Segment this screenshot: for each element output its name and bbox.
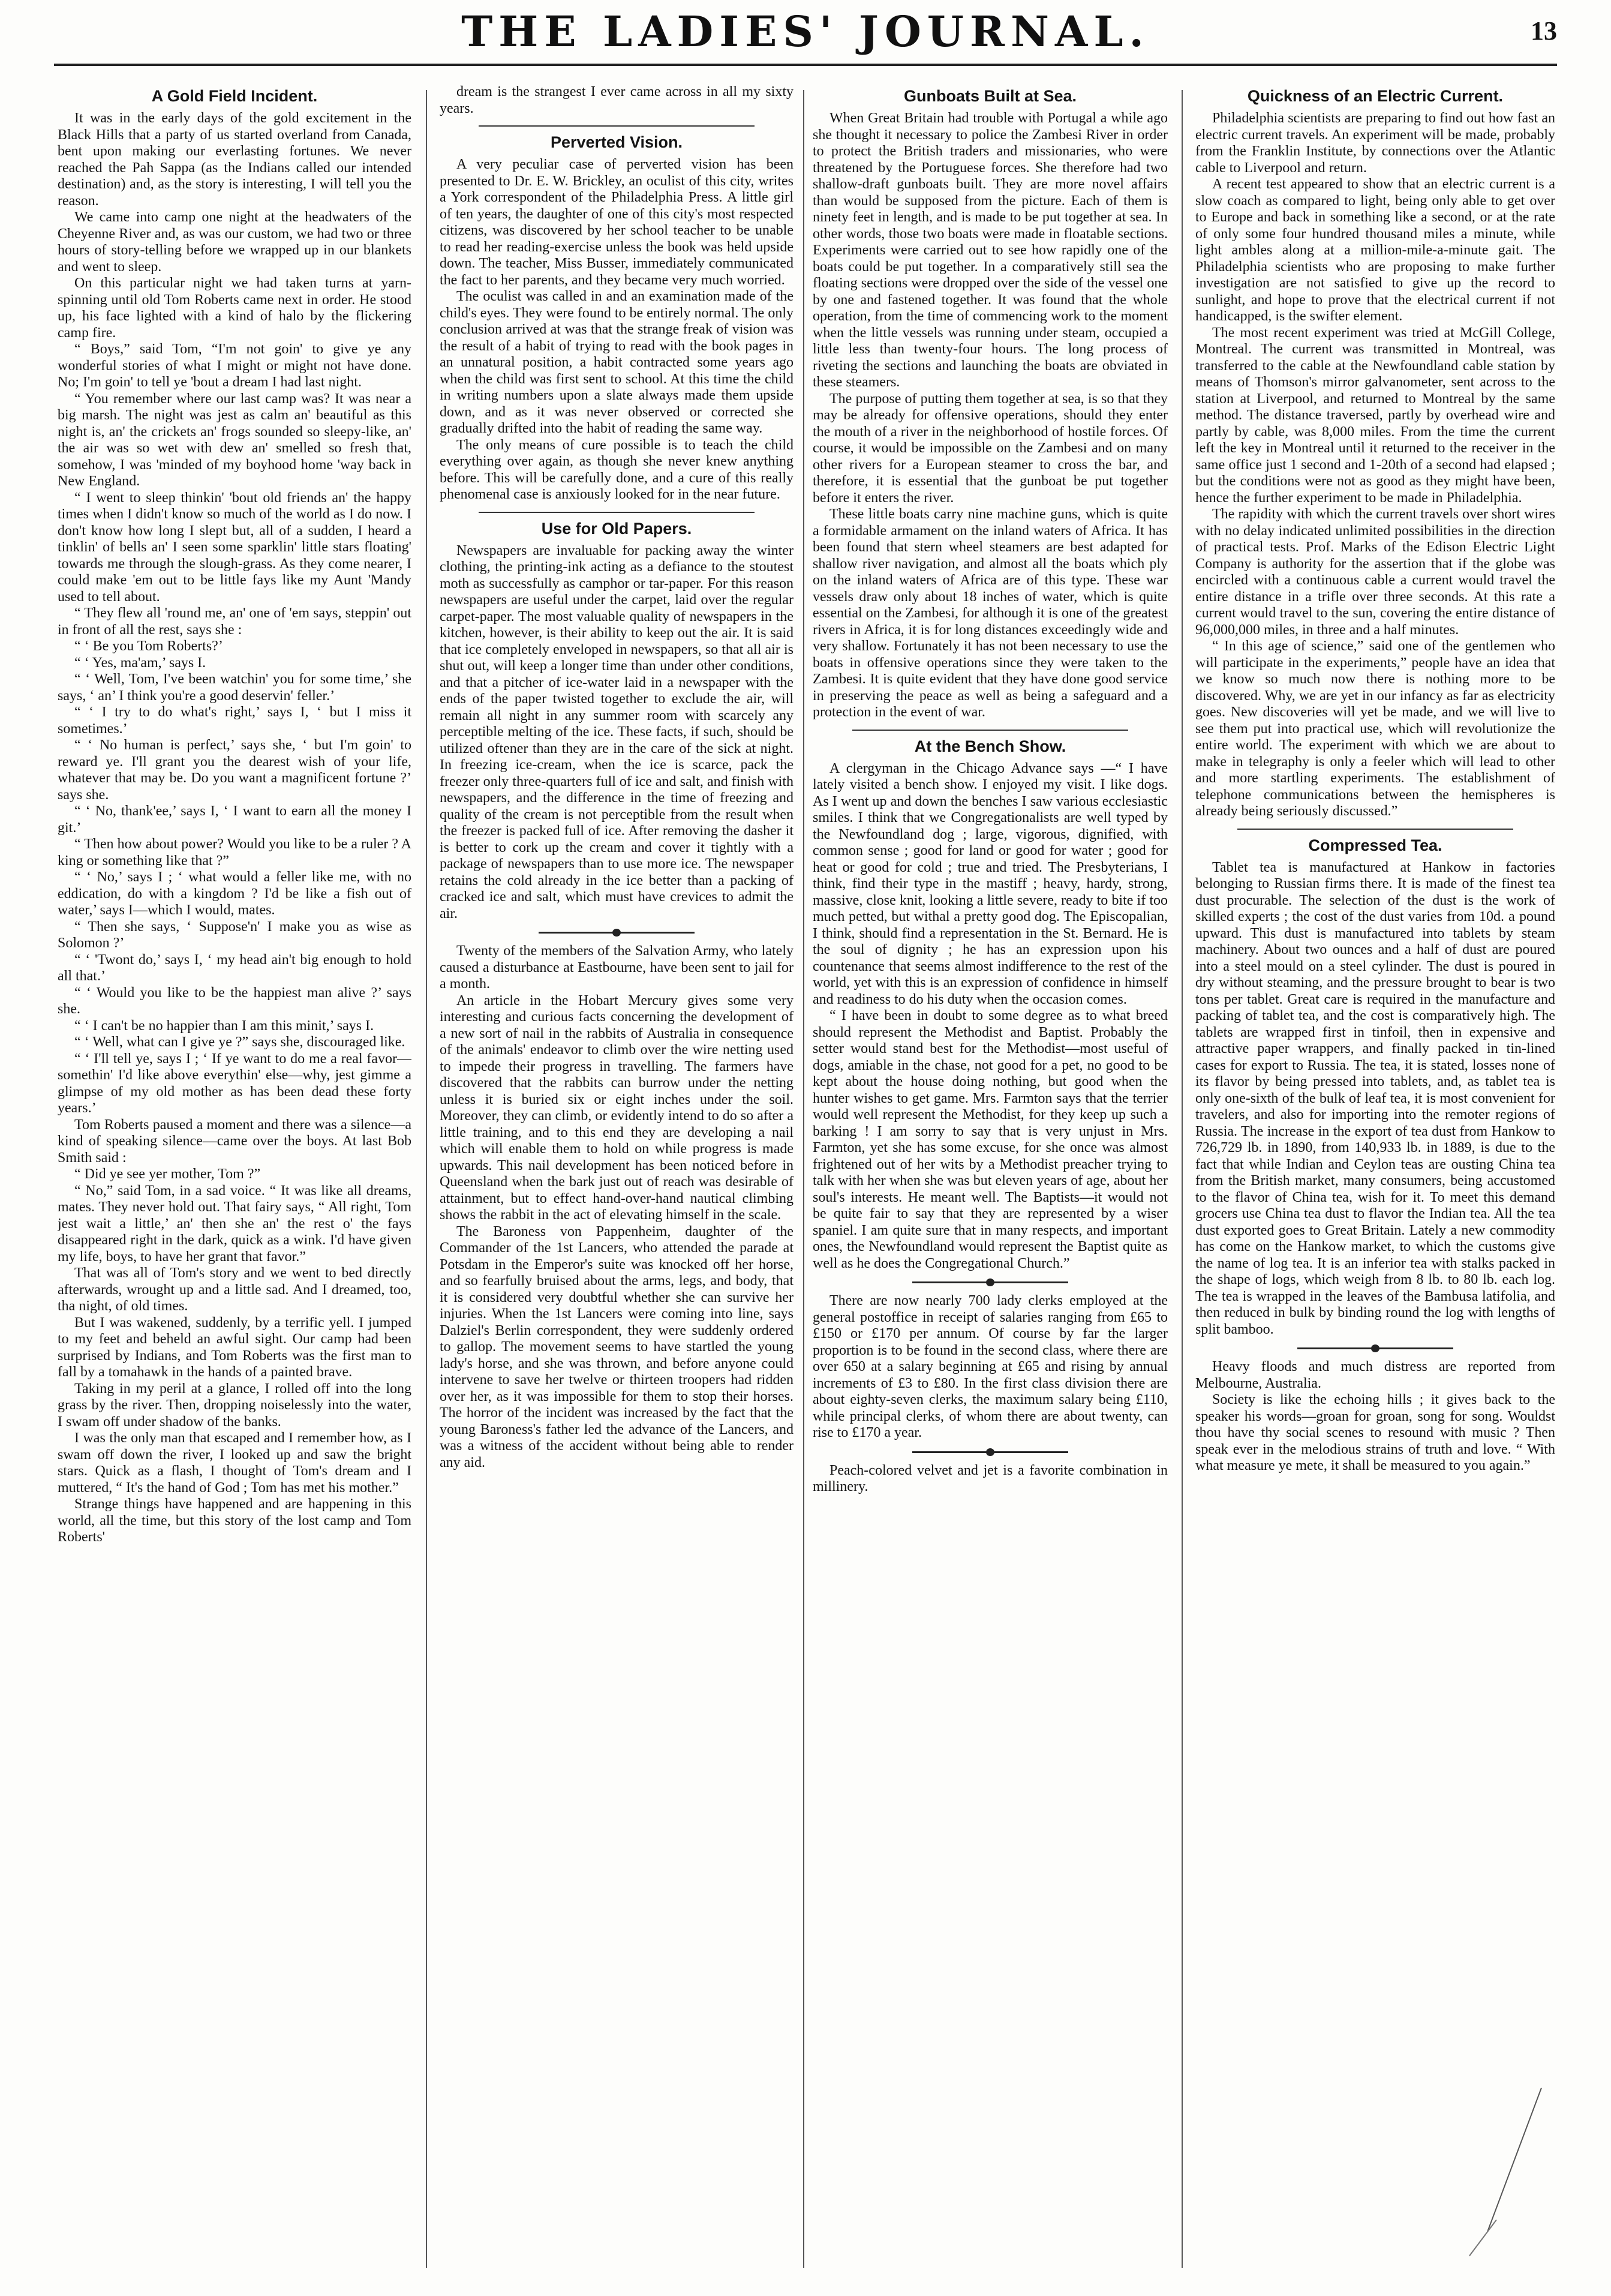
article [1195,85,1555,820]
article [440,518,794,923]
column-divider [426,90,427,2268]
article-paragraph: “ ‘ No, thank'ee,’ says I, ‘ I want to earn all the money I git.’ [58,803,411,836]
article-paragraph: The rapidity with which the current travels over short wires with no delay indicated unlimited possibilities in the direction of practical tests. Prof. Marks of the Edison Electric Light Company is authority for the assertion that if the globe was encircled with a continuous cable a current would travel the entire distance in a trifle over three seconds. At this rate a current would travel to the sun, covering the entire distance of 96,000,000 miles, in three and a half minutes. [1195,506,1555,638]
article-paragraph: Society is like the echoing hills ; it gives back to the speaker his words—groan for groan, song for song. Wouldst thou have thy social scenes to resound with music ? Then speak ever in the melodious strains of truth and love. “ With what measure ye mete, it shall be measured to you again.” [1195,1392,1555,1473]
page-number: 13 [1531,16,1557,46]
article [1195,835,1555,1338]
article-paragraph: “ ‘ Well, Tom, I've been watchin' you for some time,’ she says, ‘ an’ I think you're a good deservin' feller.’ [58,671,411,704]
article-headline: A Gold Field Incident. [151,87,318,105]
article-separator [1297,1347,1453,1349]
article-paragraph: “ Did ye see yer mother, Tom ?” [74,1166,261,1182]
article-paragraph: An article in the Hobart Mercury gives some very interesting and curious facts concerning the development of a new sort of nail in the rabbits of Australia in consequence of the animals' endeavor to climb over the wire netting used to impede their progress in travelling. The farmers have discovered that the rabbits can burrow under the netting unless it is buried six or eight inches under the soil. Moreover, they can climb, or evidently intend to do so after a little training, and to this end they are developing a nail which will enable them to hold on while progress is made upwards. This nail development has been noticed before in Queensland when the bark just out of reach was desirable of attainment, but to effect hand-over-hand nautical climbing shows the rabbit in the act of elevating himself in the scale. [440,992,794,1223]
article-separator [852,730,1128,731]
article [440,131,794,503]
column-3 [813,84,1168,2274]
article-paragraph: The Baroness von Pappenheim, daughter of the Commander of the 1st Lancers, who attended the parade at Potsdam in the Emperor's suite was knocked off her horse, and so fearfully bruised about the arms, legs, and body, that it is considered very doubtful whether she can survive her injuries. When the 1st Lancers were coming into line, says Dalziel's Berlin correspondent, they were suddenly ordered to gallop. The movement seems to have startled the young lady's horse, and she was thrown, and before anyone could intervene to save her twelve or thirteen troopers had ridden over her, as it was impossible for them to stop their horses. The horror of the incident was increased by the fact that the young Baroness's father led the advance of the Lancers, and was a witness of the accident without being able to render any aid. [440,1223,794,1470]
article-paragraph: A clergyman in the Chicago Advance says —“ I have lately visited a bench show. I enjoyed my visit. I like dogs. As I went up and down the benches I saw various ecclesiastic smiles. I think that we Congregationalists are well typed by the Newfoundland dog ; large, vigorous, dignified, with common sense ; good for land or good for water ; good for heat or good for cold ; true and tried. The Presbyterians, I think, find their type in the mastiff ; heavy, hardy, strong, massive, close knit, looking a little severe, ready to bite if too much petted, but withal a pretty good dog. The Episcopalian, I think, should find a representation in the St. Bernard. He is the soul of dignity ; he has an expression upon his countenance that seems almost indifference to the rest of the world, yet with this is an expression of confidence in himself and readiness to do his duty when the occasion comes. [813,760,1168,1007]
article-paragraph: These little boats carry nine machine guns, which is quite a formidable armament on the inland waters of Africa. It has been found that stern wheel steamers are best adapted for shallow river navigation, and almost all the boats which ply on the inland waters of Africa are of this type. These war vessels draw only about 18 inches of water, which is quite essential on the Zambesi, for although it is one of the greatest rivers in Africa, it is for long distances exceedingly wide and very shallow. Fortunately it has not been necessary to use the boats in offensive operations since they were taken to the Zambesi. It is quite evident that they have done good service in preserving the peace as well as being a safeguard and a protection in the event of war. [813,506,1168,720]
article-paragraph: I was the only man that escaped and I remember how, as I swam off down the river, I looked up and saw the bright stars. Quick as a flash, I thought of Tom's dream and I muttered, “ It's the hand of God ; Tom has met his mother.” [58,1430,411,1496]
article-separator [479,512,755,513]
article-paragraph: Tom Roberts paused a moment and there was a silence—a kind of speaking silence—came over the boys. At last Bob Smith said : [58,1117,411,1166]
article-headline: At the Bench Show. [914,737,1066,755]
article-paragraph: Newspapers are invaluable for packing away the winter clothing, the printing-ink acting as a defiance to the stoutest moth as successfully as camphor or tar-paper. For this reason newspapers are useful under the carpet, laid over the regular carpet-paper. The most valuable quality of newspapers in the kitchen, however, is their ability to keep out the air. It is said that ice completely enveloped in newspapers, so that all air is shut out, will keep a longer time than under other conditions, and that a pitcher of ice-water laid in a newspaper with the ends of the paper twisted together to exclude the air, will remain all night in any summer room with scarcely any perceptible melting of the ice. These facts, if such, should be utilized oftener than they are in the care of the sick at night. In freezing ice-cream, when the ice is scarce, pack the freezer only three-quarters full of ice and salt, and finish with newspapers, and the difference in the time of freezing and quality of the cream is not perceptible from the result when the freezer is packed full of ice. After removing the dasher it is better to cork up the cream and cover it tightly with a package of newspapers than to use more ice. The newspaper retains the cold already in the ice better than a packing of cracked ice and salt, which must have crevices to admit the air. [440,542,794,922]
article [1195,1359,1555,1475]
article-paragraph: “ ‘ I can't be no happier than I am this minit,’ says I. [74,1018,374,1034]
article [813,85,1168,721]
article [813,1293,1168,1442]
article-paragraph: On this particular night we had taken turns at yarn-spinning until old Tom Roberts came next in order. He stood up, his face lighted with a kind of halo by the flickering camp fire. [58,275,411,341]
article-headline: Perverted Vision. [550,133,683,151]
article-separator [539,932,695,934]
article-paragraph: Peach-colored velvet and jet is a favorite combination in millinery. [813,1462,1168,1494]
article-separator [912,1451,1068,1453]
article [440,943,794,1471]
article [813,1463,1168,1496]
article [813,736,1168,1272]
article-paragraph: There are now nearly 700 lady clerks employed at the general postoffice in receipt of salaries ranging from £65 to £150 or £170 per annum. Of course by far the larger proportion is to be found in the second class, where there are over 650 at a salary beginning at £65 and rising by annual increments of £3 to £80. In the first class division there are about eighty-seven clerks, the maximum salary being £110, while principal clerks, of whom there are about twenty, can rise to £170 a year. [813,1293,1168,1440]
article-headline: Use for Old Papers. [541,519,692,538]
column-1 [58,84,411,2274]
article-paragraph: “ ‘ I try to do what's right,’ says I, ‘ but I miss it sometimes.’ [58,704,411,737]
article-paragraph: We came into camp one night at the headwaters of the Cheyenne River and, as was our custom, we had two or three hours of story-telling before we wrapped up in our blankets and went to sleep. [58,209,411,275]
masthead [0,6,1611,66]
article-paragraph: Philadelphia scientists are preparing to find out how fast an electric current travels. An experiment will be made, probably from the Franklin Institute, by connections over the Atlantic cable to Liverpool and return. [1195,110,1555,176]
article-headline: Gunboats Built at Sea. [903,87,1077,105]
article-paragraph: “ ‘ 'Twont do,’ says I, ‘ my head ain't big enough to hold all that.’ [58,952,411,984]
article-paragraph: “ ‘ Would you like to be the happiest man alive ?’ says she. [58,985,411,1017]
article-paragraph: “ You remember where our last camp was? It was near a big marsh. The night was jest as calm an' beautiful as this night is, an' the crickets an' frogs sounded so sleepy-like, an' the air was so wet with dew an' smelled so fresh that, somehow, I was 'minded of my boyhood home 'way back in New England. [58,391,411,489]
article-paragraph: “ ‘ No,’ says I ; ‘ what would a feller like me, with no eddication, do with a kingdom ? I'd be like a fish out of water,’ says I—which I would, mates. [58,869,411,918]
article-paragraph: The purpose of putting them together at sea, is so that they may be already for offensive operations, should they enter the mouth of a river in the neighborhood of hostile forces. Of course, it would be impossible on the Zambesi and on many other rivers for a European steamer to cross the bar, and therefore, it is essential that the gunboat be put together before it enters the river. [813,391,1168,506]
article-paragraph: Tablet tea is manufactured at Hankow in factories belonging to Russian firms there. It is made of the finest tea dust procurable. The selection of the dust is the work of skilled experts ; the cost of the dust varies from 10d. a pound upward. This dust is manufactured into tablets by steam machinery. About two ounces and a half of dust are poured into a steel mould on a steel cylinder. The dust is poured in dry without steaming, and the pressure brought to bear is two tons per tablet. Great care is required in the manufacture and packing of tablet tea, and the cost is comparatively high. The tablets are wrapped first in tinfoil, then in expensive and attractive paper wrappers, and finally packed in tin-lined cases for export to Russia. The tea, it is stated, losses none of its flavor by being pressed into tablets, and, as tablet tea is only one-sixth of the bulk of leaf tea, it is most convenient for travelers, and also for importing into the remoter regions of Russia. The increase in the export of tea dust from Hankow to 726,729 lb. in 1890, from 140,933 lb. in 1889, is due to the fact that while Indian and Ceylon teas are ousting China tea from the British market, many consumers, being accustomed to the flavor of China tea, wish for it. To meet this demand grocers use China tea dust to flavor the Indian tea. All the tea dust exported goes to Great Britain. Lately a new commodity has come on the Hankow market, to which the customs give the name of log tea. It is an inferior tea with stalks packed in the shape of logs, which weigh from 8 lb. to 80 lb. each log. The tea is wrapped in the leaves of the Bambusa latifolia, and then reduced in bulk by binding round the log with lengths of split bamboo. [1195,859,1555,1337]
article-paragraph: A very peculiar case of perverted vision has been presented to Dr. E. W. Brickley, an oculist of this city, writes a York correspondent of the Philadelphia Press. A little girl of ten years, the daughter of one of this city's most respected citizens, was discovered by her school teacher to be unable to read her reading-exercise unless the book was held upside down. The teacher, Miss Busser, immediately communicated the fact to her parents, and they became very much worried. [440,157,794,288]
pencil-mark-icon [1397,2082,1553,2262]
column-divider [803,90,804,2268]
article-paragraph: That was all of Tom's story and we went to bed directly afterwards, wrought up and a little sad. And I dreamed, too, tha night, of old times. [58,1265,411,1314]
article-paragraph: The oculist was called in and an examination made of the child's eyes. They were found to be entirely normal. The only conclusion arrived at was that the strange freak of vision was the result of a habit of trying to read with the book pages in an unnatural position, a habit contracted some years ago when the child was first sent to school. At this time the child in writing numbers upon a slate always made them upside down, and as it was never observed or corrected she gradually drifted into the habit of reading the same way. [440,289,794,436]
article-separator [479,125,755,127]
article-headline: Quickness of an Electric Current. [1247,87,1504,105]
article-paragraph: Twenty of the members of the Salvation Army, who lately caused a disturbance at Eastbourne, have been sent to jail for a month. [440,943,794,992]
article-paragraph: “ I have been in doubt to some degree as to what breed should represent the Methodist and Baptist. Probably the setter would stand best for the Methodist—most useful of dogs, amiable in the chase, not good for a pet, no good to be kept about the house doing nothing, but good when the hunter wishes to get game. Mrs. Farmton says that the terrier would well represent the Methodist, for they keep up such a barking ! I am sorry to say that is very unjust in Mrs. Farmton, yet she has some excuse, for she once was almost frightened out of her wits by a Methodist preacher trying to talk with her when she was but eleven years of age, about her soul's interests. He meant well. The Baptists—it would not be quite fair to say that they are represented by a wiser spaniel. I am quite sure that in many respects, and important ones, the Newfoundland would represent the Baptist quite as well as he does the Congregational Church.” [813,1008,1168,1271]
article [440,84,794,117]
article-paragraph: When Great Britain had trouble with Portugal a while ago she thought it necessary to police the Zambesi River in order to protect the British traders and missionaries, who were threatened by the Portuguese forces. She therefore had two shallow-draft gunboats built. They are more novel affairs than would be supposed from the picture. Each of them is ninety feet in length, and is made to be put together at sea. In other words, those two boats were made in floatable sections. Experiments were carried out to see how rapidly one of the boats could be put together. In a comparatively still sea the floating sections were dropped over the side of the vessel one by one and fastened together. It was found that the whole operation, from the time of commencing work to the moment when the little vessels was running under steam, occupied a little less than twenty-four hours. The long process of riveting the sections and launching the boats are obviated in these steamers. [813,110,1168,390]
article-separator [912,1281,1068,1283]
article-paragraph: “ ‘ Yes, ma'am,’ says I. [74,655,206,671]
article-paragraph: Taking in my peril at a glance, I rolled off into the long grass by the river. Then, dropping noiselessly into the water, I swam off under shadow of the banks. [58,1380,411,1430]
article [58,85,411,1546]
article-paragraph: “ ‘ Be you Tom Roberts?’ [74,638,223,654]
article-paragraph: “ ‘ I'll tell ye, says I ; ‘ If ye want to do me a real favor—somethin' I'd like above everythin' else—why, jest gimme a glimpse of my old mother as has been dead these forty years.’ [58,1051,411,1116]
article-paragraph: It was in the early days of the gold excitement in the Black Hills that a party of us started overland from Canada, bent upon making our everlasting fortunes. We never reached the Pah Sappa (as the Indians called our intended destination) and, as the story is interesting, I will tell you the reason. [58,110,411,209]
article-paragraph: Strange things have happened and are happening in this world, all the time, but this story of the lost camp and Tom Roberts' [58,1496,411,1545]
article-paragraph: “ They flew all 'round me, an' one of 'em says, steppin' out in front of all the rest, says she : [58,605,411,638]
article-paragraph: “ Then she says, ‘ Suppose'n' I make you as wise as Solomon ?’ [58,919,411,951]
article-paragraph: “ ‘ Well, what can I give ye ?” says she, discouraged like. [74,1034,405,1050]
article-paragraph: dream is the strangest I ever came across in all my sixty years. [440,84,794,116]
article-paragraph: “ ‘ No human is perfect,’ says she, ‘ but I'm goin' to reward ye. I'll grant you the dearest wish of your life, whatever that may be. Do you want a magnificent fortune ?’ says she. [58,737,411,803]
column-2 [440,84,794,2274]
article-paragraph: The only means of cure possible is to teach the child everything over again, as though she never knew anything before. This will be carefully done, and a cure of this really phenomenal case is anxiously looked for in the near future. [440,437,794,502]
masthead-title: THE LADIES' JOURNAL. [461,7,1150,56]
article-paragraph: The most recent experiment was tried at McGill College, Montreal. The current was transmitted in Montreal, was transferred to the cable at the Newfoundland cable station by means of Thomson's mirror galvanometer, sent across to the station at Liverpool, and returned to Montreal by the same method. The distance traversed, partly by overhead wire and partly by cable, was 8,000 miles. From the time the current left the key in Montreal until it returned to the receiver in the same office just 1 second and 1-20th of a second had elapsed ; but the conditions were not as good as they might have been, hence the further experiment to be made in Philadelphia. [1195,325,1555,506]
column-4 [1195,84,1555,2274]
article-separator [1237,829,1513,830]
article-paragraph: “ Then how about power? Would you like to be a ruler ? A king or something like that ?” [58,836,411,869]
article-paragraph: “ Boys,” said Tom, “I'm not goin' to give ye any wonderful stories of what I might or might not have done. No; I'm goin' to tell ye 'bout a dream I had last night. [58,341,411,390]
article-paragraph: “ No,” said Tom, in a sad voice. “ It was like all dreams, mates. They never hold out. That fairy says, “ All right, Tom jest wait a little,’ an' then she an' the rest o' the fays disappeared right in the dark, quick as a wink. I'd have given my life, boys, to have her grant that favor.” [58,1182,411,1265]
article-paragraph: “ I went to sleep thinkin' 'bout old friends an' the happy times when I didn't know so much of the world as I do now. I don't know how long I slept but, all of a sudden, I heard a tinklin' of bells an' I seen some sparklin' little stars floating' towards me through the slough-grass. As they come nearer, I could make 'em out to be little fays like my Aunt 'Mandy used to tell about. [58,490,411,605]
masthead-rule [54,64,1557,66]
article-paragraph: “ In this age of science,” said one of the gentlemen who will participate in the experiments,” people have an idea that we know so much now there is nothing more to be discovered. Why, we are yet in our infancy as far as electricity goes. New discoveries will yet be made, and we will live to see them put into practical use, which will revolutionize the entire world. The experiment with which we are about to make in telegraphy is only a feeler which will lead to other and more startling experiments. The establishment of telephone communications between the hemispheres is already being seriously discussed.” [1195,638,1555,819]
column-divider [1182,90,1183,2268]
article-paragraph: A recent test appeared to show that an electric current is a slow coach as compared to light, being only able to get over to Europe and back in something like a second, or at the rate of only some four hundred thousand miles a minute, while light ambles along at a million-mile-a-minute gait. The Philadelphia scientists who are proposing to make further investigation are not satisfied to give up the record to sunlight, and hope to prove that the electrical current if not handicapped, is the swifter element. [1195,176,1555,324]
article-paragraph: But I was wakened, suddenly, by a terrific yell. I jumped to my feet and beheld an awful sight. Our camp had been surprised by Indians, and Tom Roberts was the first man to fall by a tomahawk in the hands of a painted brave. [58,1314,411,1380]
article-paragraph: Heavy floods and much distress are reported from Melbourne, Australia. [1195,1359,1555,1391]
article-headline: Compressed Tea. [1308,836,1442,854]
